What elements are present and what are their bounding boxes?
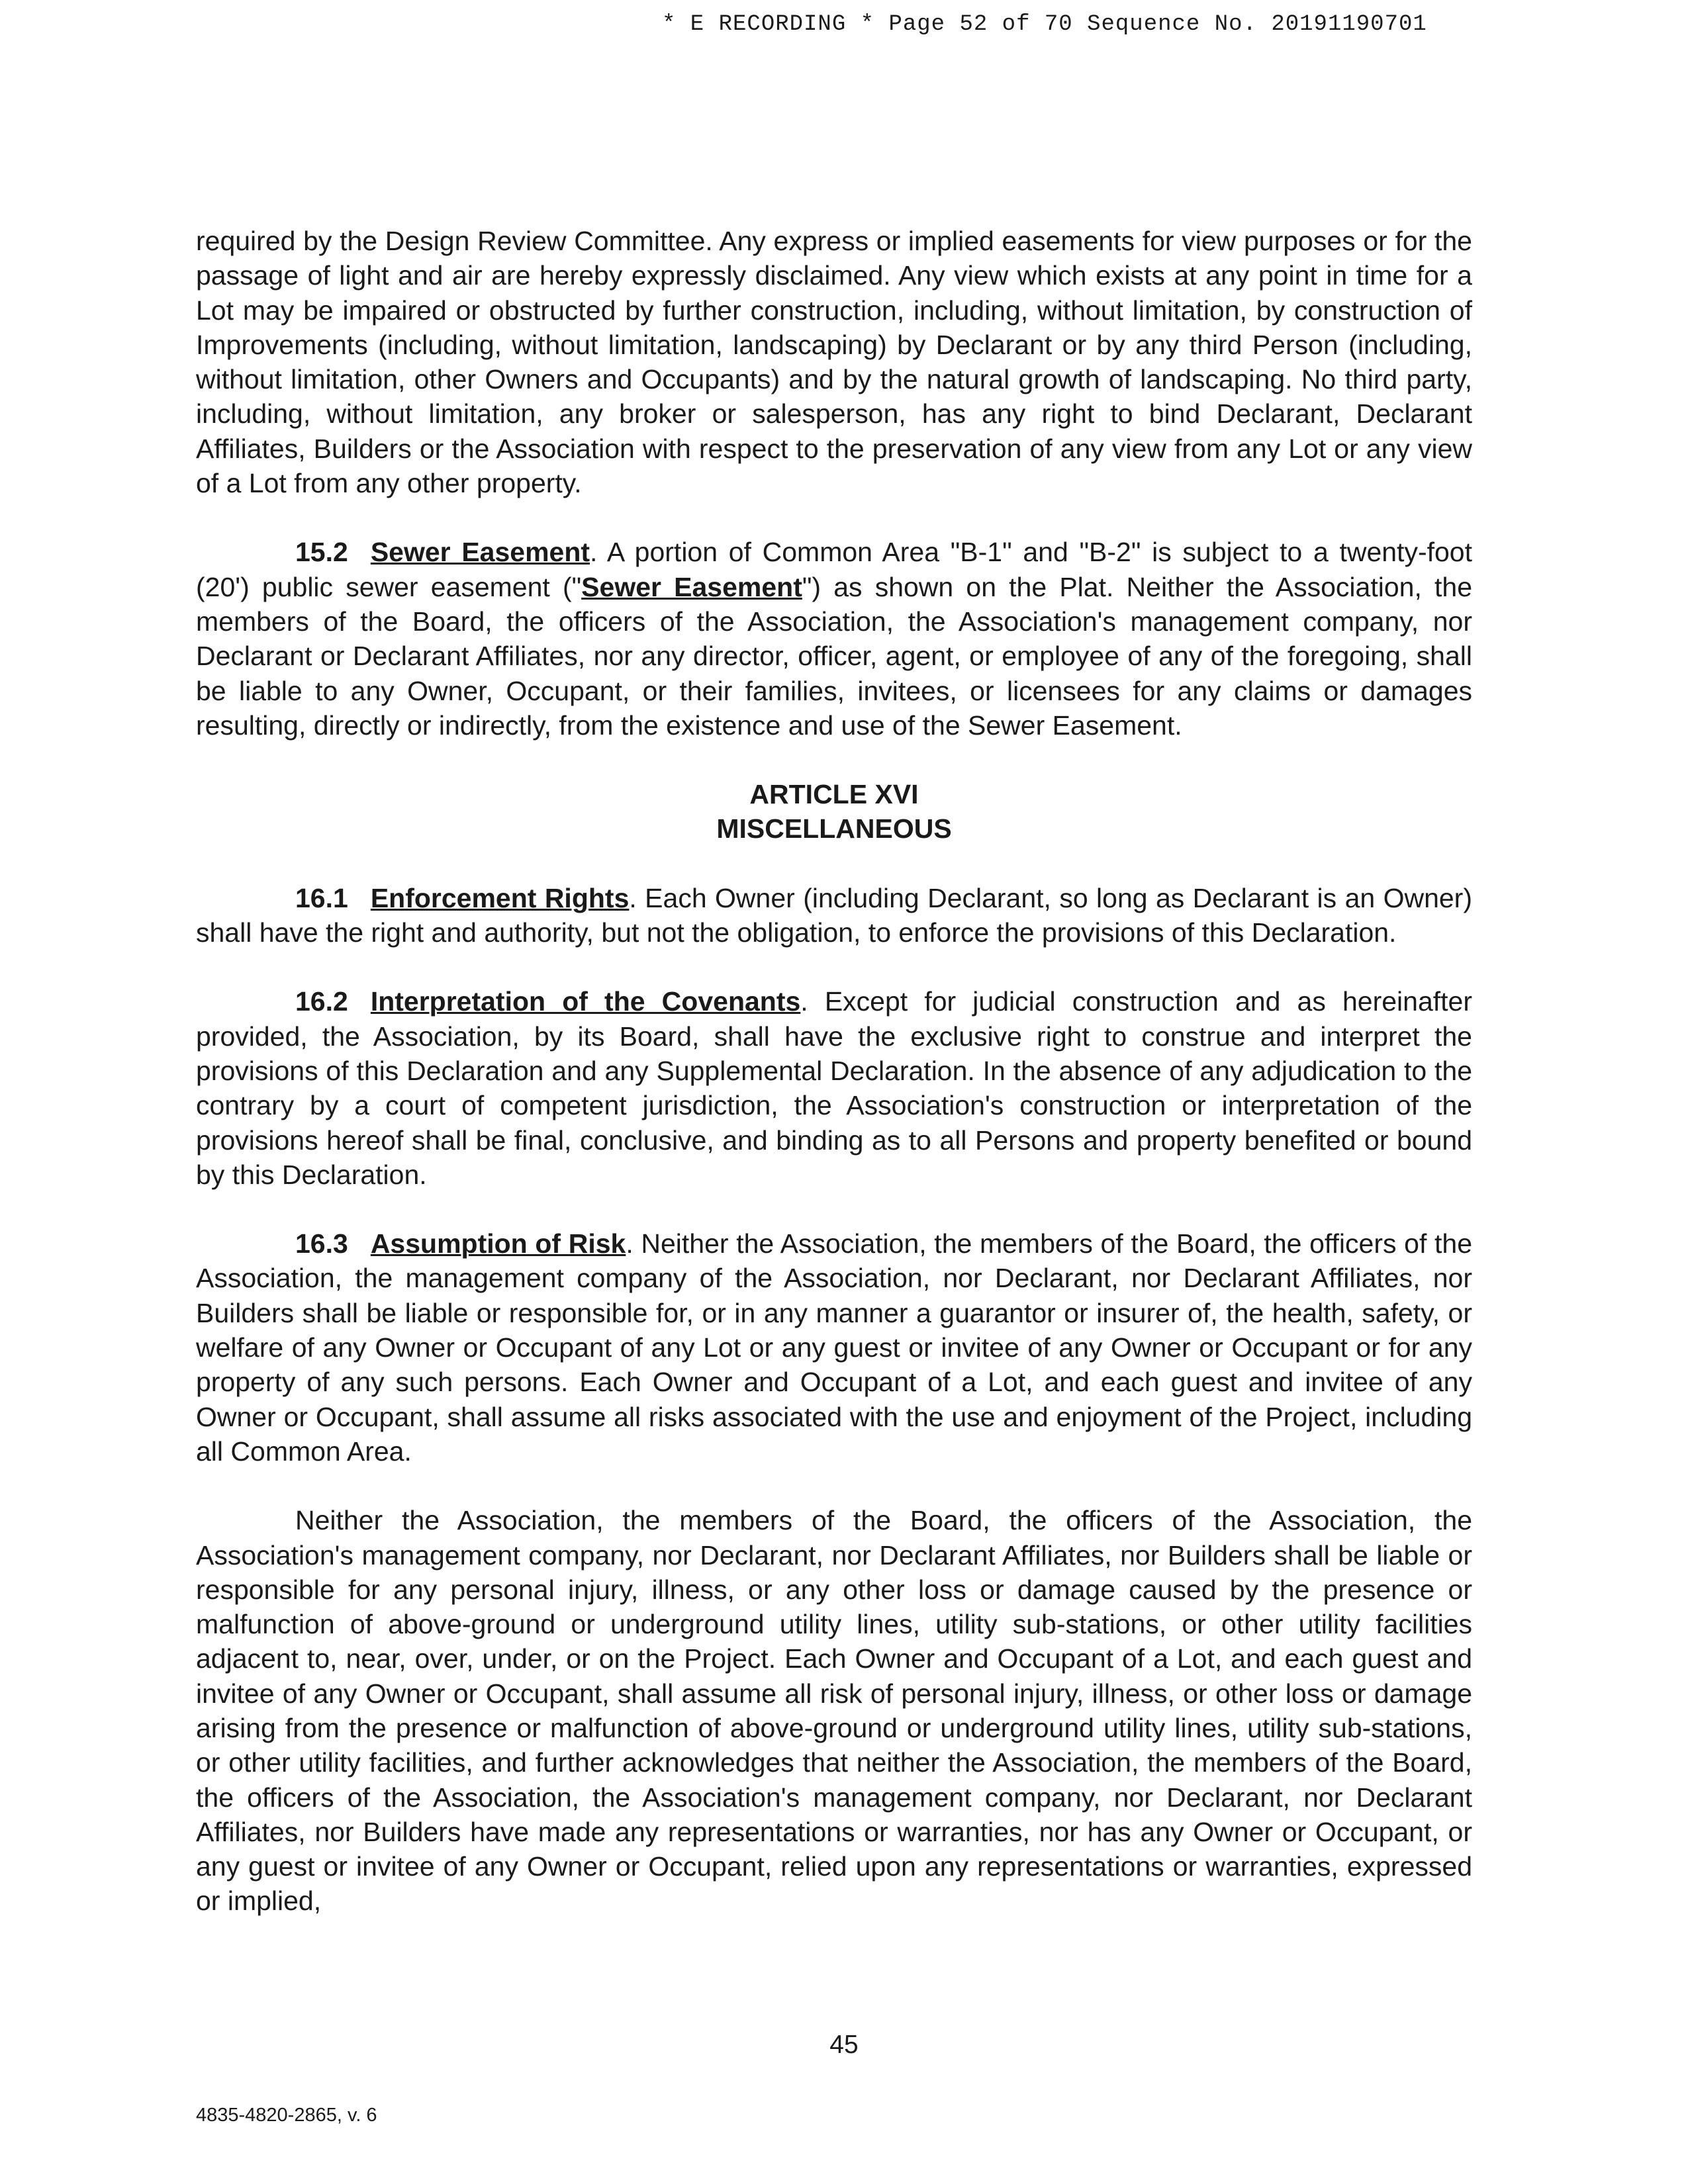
section-16-3 xyxy=(196,1226,1472,1469)
article-title: MISCELLANEOUS xyxy=(716,813,952,844)
section-text: . Neither the Association, the members of the Board, the officers of the Association, the management company of the Association, nor Declarant, nor Declarant Affiliates, nor Builders shall be liable or responsible for, or in any manner a guarantor or insurer of, the health, safety, or welfare of any Owner or Occupant of any Lot or any guest or invitee of any Owner or Occupant or for any property of any such persons. Each Owner and Occupant of a Lot, and each guest and invitee of any Owner or Occupant, shall assume all risks associated with the use and enjoyment of the Project, including all Common Area. xyxy=(196,1228,1472,1467)
section-text: . Except for judicial construction and as hereinafter provided, the Association, by its Board, shall have the exclusive right to construe and interpret the provisions of this Declaration and any Supplemental Declaration. In the absence of any adjudication to the contrary by a court of competent jurisdiction, the Association's construction or interpretation of the provisions hereof shall be final, conclusive, and binding as to all Persons and property benefited or bound by this Declaration. xyxy=(196,986,1473,1190)
article-number: ARTICLE XVI xyxy=(749,779,919,810)
section-text: . Each Owner (including Declarant, so long as Declarant is an Owner) shall have the right and authority, but not the obligation, to enforce the provisions of this Declaration. xyxy=(196,882,1472,948)
page-number: 45 xyxy=(829,2030,859,2059)
intro-paragraph: required by the Design Review Committee. Any express or implied easements for view purposes or for the passage of light and air are hereby expressly disclaimed. Any view which exists at any point in time for a Lot may be impaired or obstructed by further construction, including, without limitation, by construction of Improvements (including, without limitation, landscaping) by Declarant or by any third Person (including, without limitation, other Owners and Occupants) and by the natural growth of landscaping. No third party, including, without limitation, any broker or salesperson, has any right to bind Declarant, Declarant Affiliates, Builders or the Association with respect to the preservation of any view from any Lot or any view of a Lot from any other property. xyxy=(196,226,1472,499)
section-15-2 xyxy=(196,535,1472,743)
section-number: 16.3 xyxy=(295,1228,348,1259)
section-text-part-2: ") as shown on the Plat. Neither the Association, the members of the Board, the officers of the Association, the Association's management company, nor Declarant or Declarant Affiliates, nor any director, officer, agent, or employee of any of the foregoing, shall be liable to any Owner, Occupant, or their families, invitees, or licensees for any claims or damages resulting, directly or indirectly, from the existence and use of the Sewer Easement. xyxy=(196,571,1472,741)
section-number: 16.2 xyxy=(295,986,348,1017)
section-number: 16.1 xyxy=(295,882,348,913)
section-title: Enforcement Rights xyxy=(370,882,630,913)
section-16-1 xyxy=(196,881,1472,950)
defined-term: Sewer Easement xyxy=(581,571,802,602)
recording-header: * E RECORDING * Page 52 of 70 Sequence No. 20191190701 xyxy=(662,12,1427,37)
section-title: Assumption of Risk xyxy=(370,1228,626,1259)
final-paragraph: Neither the Association, the members of the Board, the officers of the Association, the Association's management company, nor Declarant, nor Declarant Affiliates, nor Builders shall be liable or responsible for any personal injury, illness, or any other loss or damage caused by the presence or malfunction of above-ground or underground utility lines, utility sub-stations, or other utility facilities adjacent to, near, over, under, or on the Project. Each Owner and Occupant of a Lot, and each guest and invitee of any Owner or Occupant, shall assume all risk of personal injury, illness, or other loss or damage arising from the presence or malfunction of above-ground or underground utility lines, utility sub-stations, or other utility facilities, and further acknowledges that neither the Association, the members of the Board, the officers of the Association, the Association's management company, nor Declarant, nor Declarant Affiliates, nor Builders have made any representations or warranties, nor has any Owner or Occupant, or any guest or invitee of any Owner or Occupant, relied upon any representations or warranties, expressed or implied, xyxy=(196,1505,1472,1917)
document-id: 4835-4820-2865, v. 6 xyxy=(196,2105,377,2126)
section-number: 15.2 xyxy=(295,537,348,568)
section-16-2 xyxy=(196,984,1472,1192)
section-text-part-1: . A portion of Common Area "B-1" and "B-2" is subject to a twenty-foot (20') public sewer easement (" xyxy=(196,537,1472,602)
document-body xyxy=(196,224,1472,1919)
section-title: Interpretation of the Covenants xyxy=(370,986,801,1017)
section-title: Sewer Easement xyxy=(370,537,590,568)
